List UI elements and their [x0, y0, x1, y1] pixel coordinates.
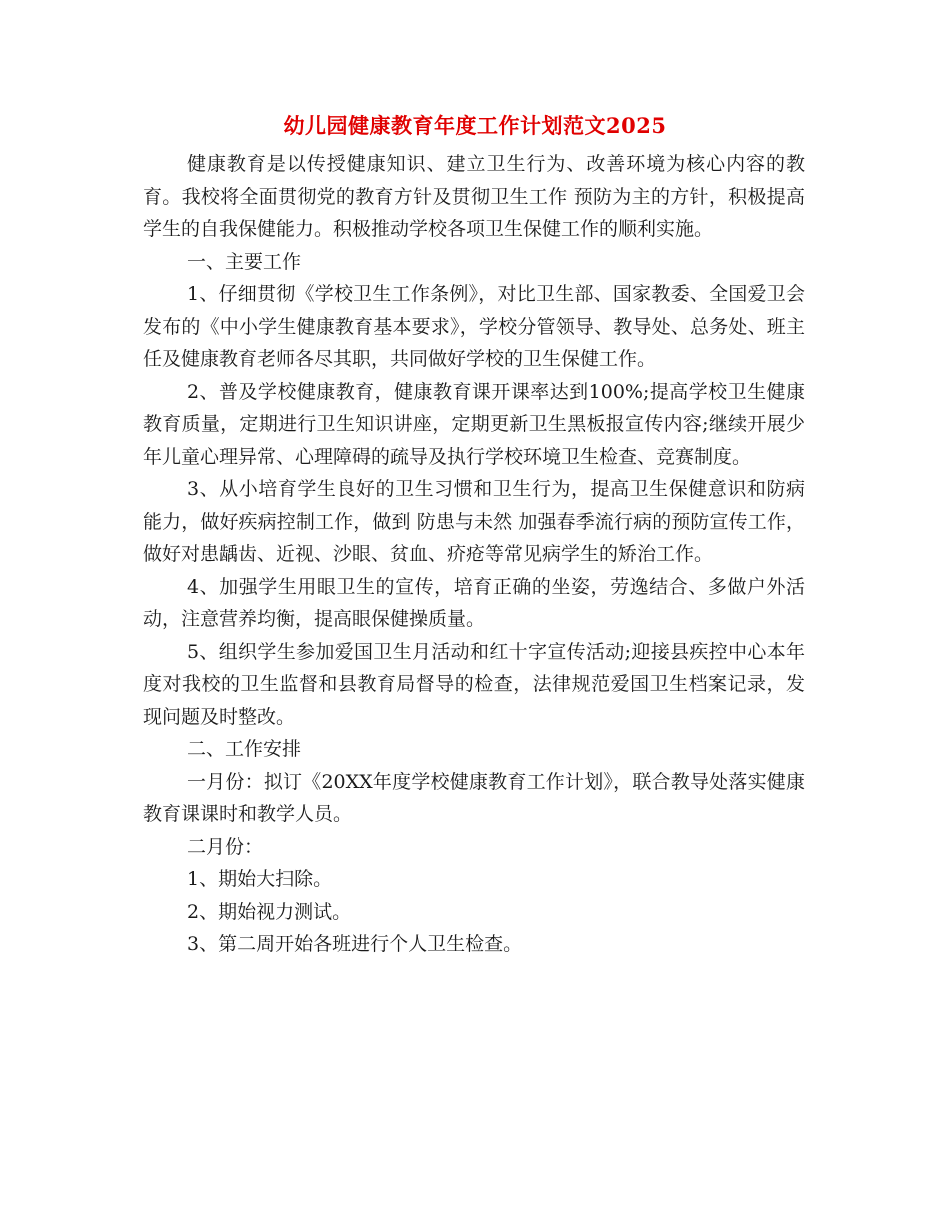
- document-body: [143, 148, 805, 961]
- paragraph-item-2: 2、普及学校健康教育，健康教育课开课率达到100%;提高学校卫生健康教育质量，定期进行卫生知识讲座，定期更新卫生黑板报宣传内容;继续开展少年儿童心理异常、心理障碍的疏导及执行学校环境卫生检查、竞赛制度。: [143, 380, 805, 468]
- section-heading-schedule: 二、工作安排: [187, 738, 302, 760]
- paragraph-intro: 健康教育是以传授健康知识、建立卫生行为、改善环境为核心内容的教育。我校将全面贯彻党的教育方针及贯彻卫生工作 预防为主的方针，积极提高学生的自我保健能力。积极推动学校各项卫生保健工作的顺利实施。: [143, 153, 805, 240]
- document-title: 幼儿园健康教育年度工作计划范文2025: [283, 113, 667, 138]
- paragraph-item-3: 3、从小培育学生良好的卫生习惯和卫生行为，提高卫生保健意识和防病能力，做好疾病控制工作，做到 防患与未然 加强春季流行病的预防宣传工作，做好对患龋齿、近视、沙眼、贫血、疥疮等常见病学生的矫治工作。: [143, 478, 805, 565]
- list-item: 3、第二周开始各班进行个人卫生检查。: [187, 933, 523, 955]
- list-item: 1、期始大扫除。: [187, 868, 333, 890]
- paragraph-item-1: 1、仔细贯彻《学校卫生工作条例》，对比卫生部、国家教委、全国爱卫会发布的《中小学生健康教育基本要求》，学校分管领导、教导处、总务处、班主任及健康教育老师各尽其职，共同做好学校的卫生保健工作。: [143, 283, 805, 370]
- section-heading-main-work: 一、主要工作: [187, 250, 302, 273]
- paragraph-item-4: 4、加强学生用眼卫生的宣传，培育正确的坐姿，劳逸结合、多做户外活动，注意营养均衡，提高眼保健操质量。: [143, 575, 805, 630]
- paragraph-february: 二月份：: [187, 835, 264, 858]
- list-item: 2、期始视力测试。: [187, 900, 352, 923]
- paragraph-item-5: 5、组织学生参加爱国卫生月活动和红十字宣传活动;迎接县疾控中心本年度对我校的卫生监督和县教育局督导的检查，法律规范爱国卫生档案记录，发现问题及时整改。: [143, 640, 805, 728]
- paragraph-january: 一月份：拟订《20XX年度学校健康教育工作计划》，联合教导处落实健康教育课课时和教学人员。: [143, 770, 805, 825]
